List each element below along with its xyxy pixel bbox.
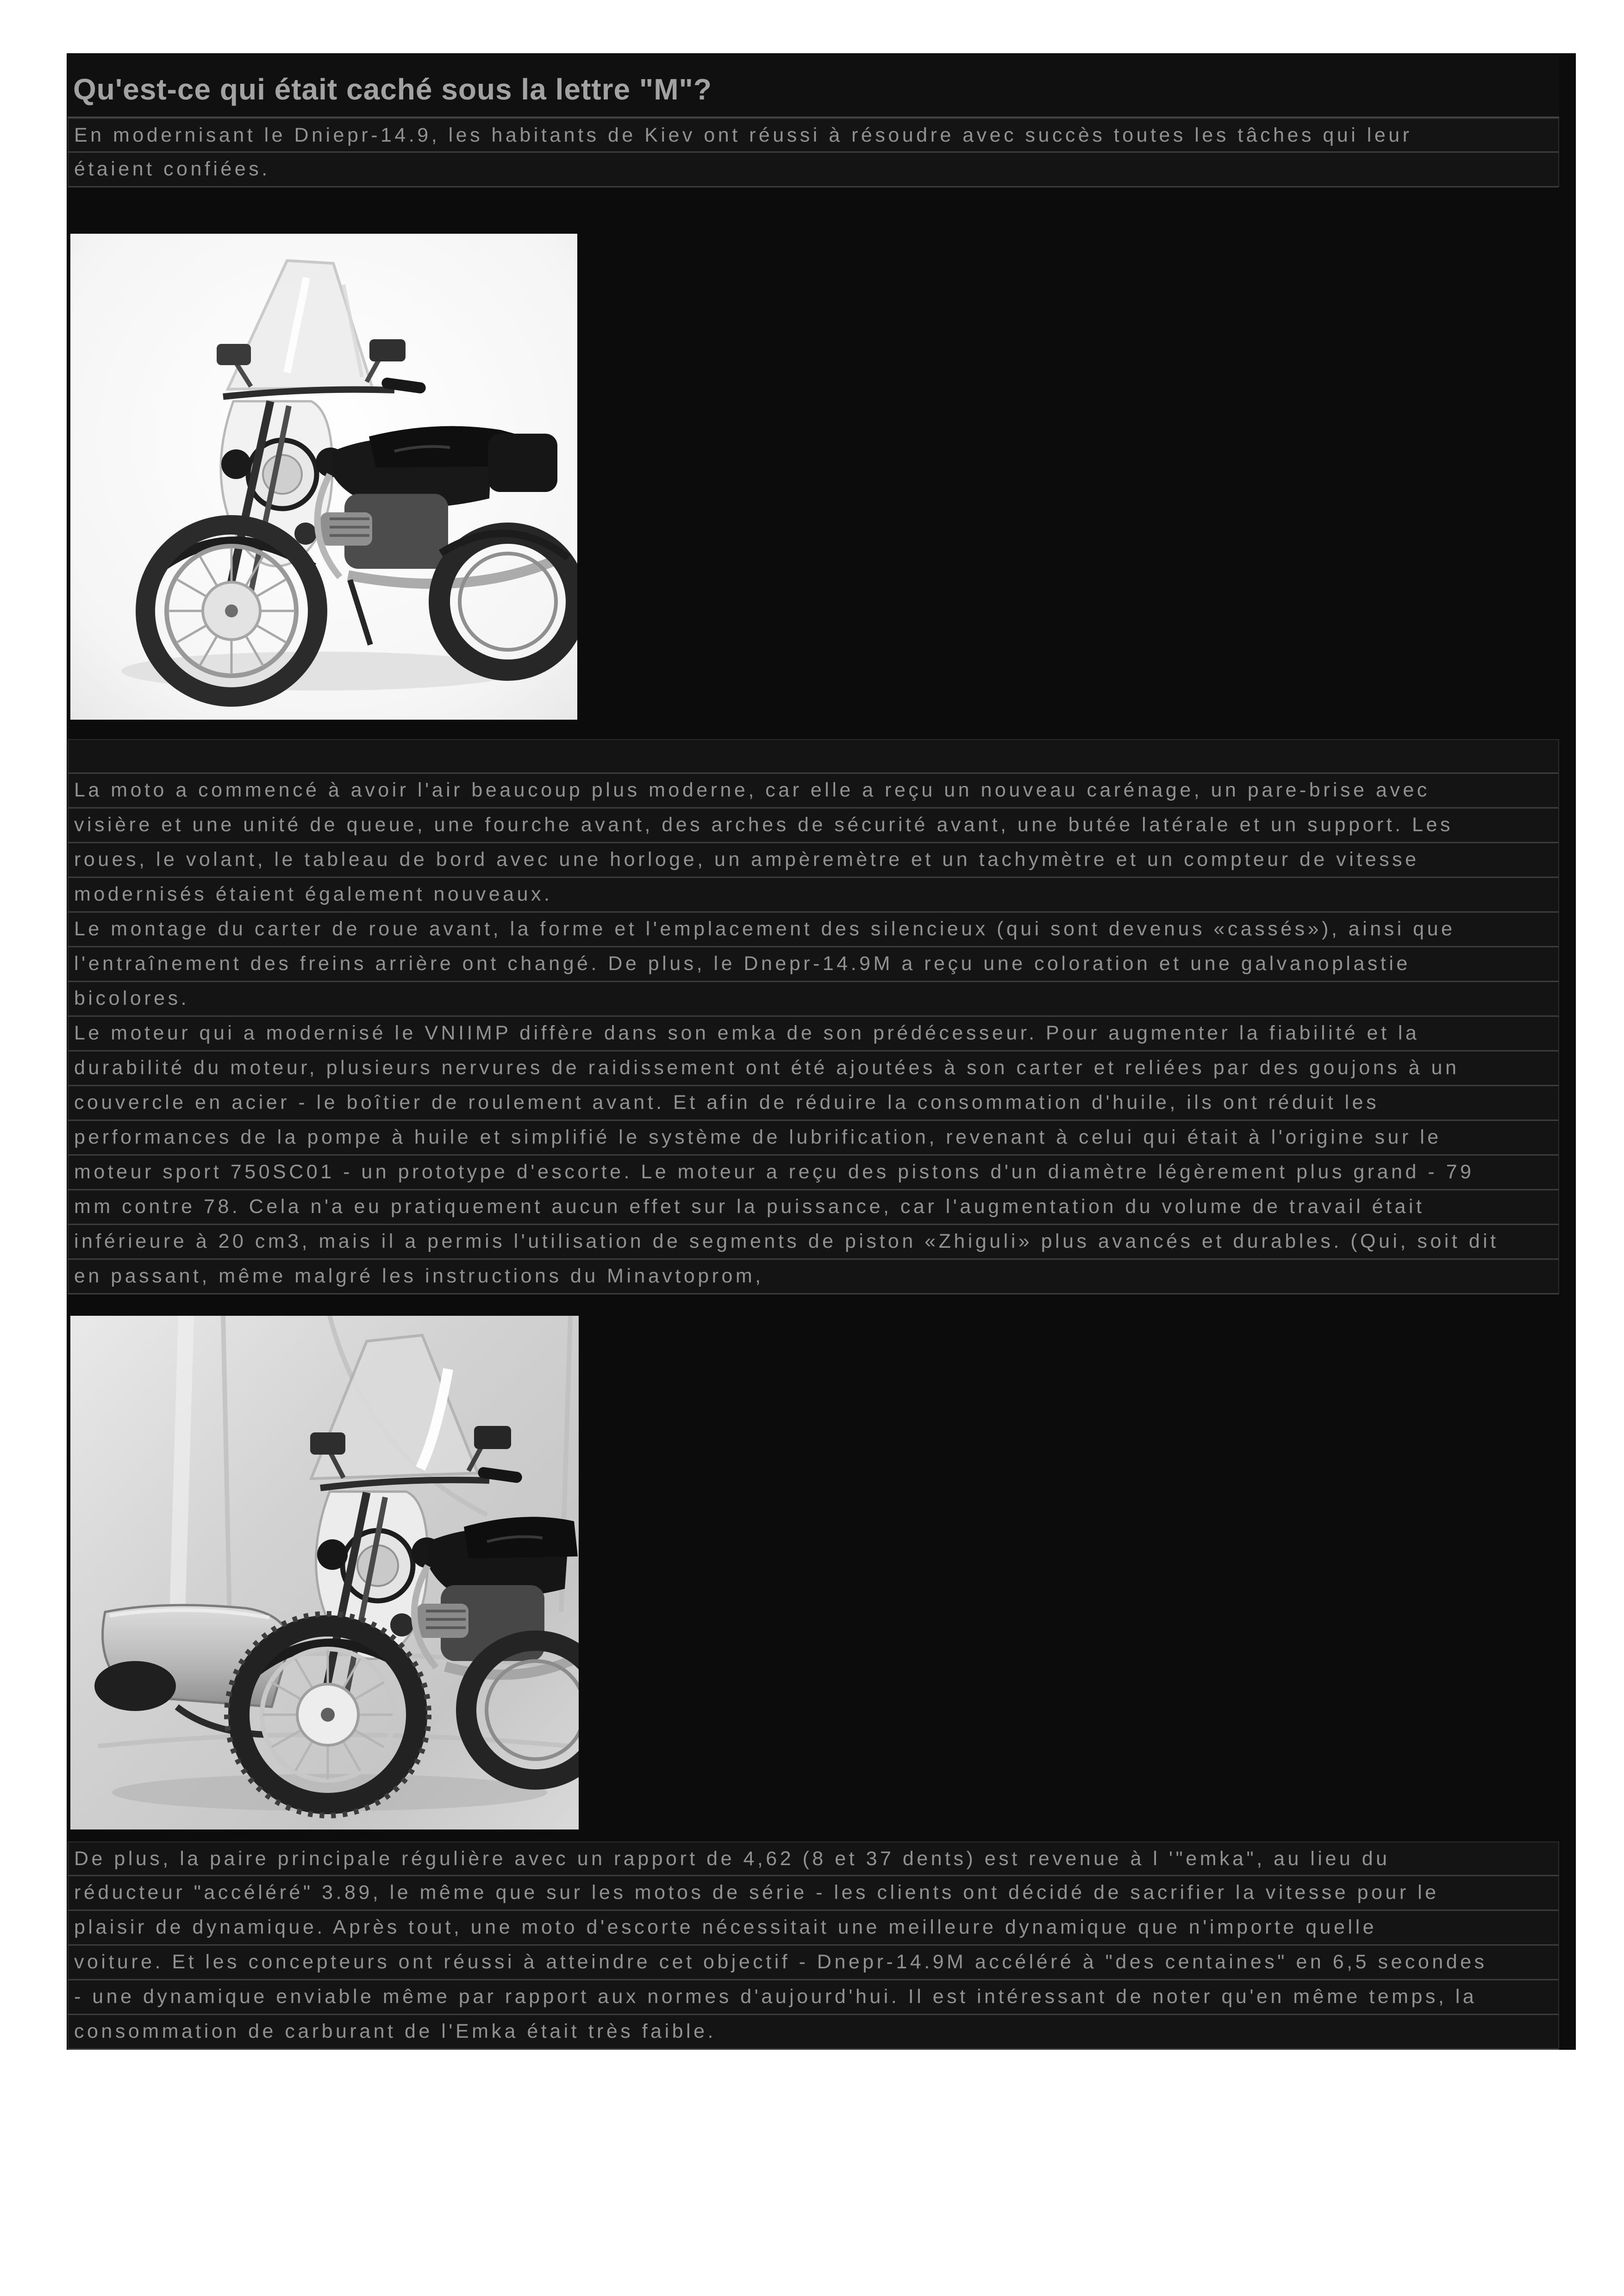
text-line: performances de la pompe à huile et simplifié le système de lubrification, revenant à celui qui était à l'origine sur le bbox=[74, 1126, 1442, 1148]
text-line: en passant, même malgré les instructions du Minavtoprom, bbox=[74, 1265, 764, 1287]
text-line: - une dynamique enviable même par rapport aux normes d'aujourd'hui. Il est intéressant de noter qu'en même temps, la bbox=[74, 1985, 1477, 2008]
text-row bbox=[68, 153, 1559, 187]
text-row bbox=[68, 878, 1559, 913]
text-line: Le montage du carter de roue avant, la forme et l'emplacement des silencieux (qui sont devenus «cassés»), ainsi que bbox=[74, 918, 1455, 940]
text-row bbox=[68, 1086, 1559, 1121]
text-line: l'entraînement des freins arrière ont changé. De plus, le Dnepr-14.9M a reçu une coloration et une galvanoplastie bbox=[74, 952, 1411, 975]
text-line: plaisir de dynamique. Après tout, une moto d'escorte nécessitait une meilleure dynamique que n'importe quelle bbox=[74, 1916, 1377, 1938]
closing-paragraph bbox=[67, 1842, 1576, 2050]
text-line: En modernisant le Dniepr-14.9, les habitants de Kiev ont réussi à résoudre avec succès toutes les tâches qui leur bbox=[74, 124, 1412, 146]
text-row bbox=[68, 118, 1559, 153]
page-title: Qu'est-ce qui était caché sous la lettre "M"? bbox=[68, 55, 1559, 118]
photo-motorcycle-windshield bbox=[70, 234, 577, 720]
text-row bbox=[68, 1980, 1559, 2015]
text-line: couvercle en acier - le boîtier de roulement avant. Et afin de réduire la consommation d'huile, ils ont réduit les bbox=[74, 1091, 1380, 1114]
text-line: inférieure à 20 cm3, mais il a permis l'utilisation de segments de piston «Zhiguli» plus avancés et durables. (Qui, soit dit bbox=[74, 1230, 1499, 1252]
intro-paragraph bbox=[67, 118, 1576, 187]
body-paragraphs bbox=[67, 774, 1576, 1294]
text-line: consommation de carburant de l'Emka était très faible. bbox=[74, 2020, 716, 2042]
text-line: visière et une unité de queue, une fourche avant, des arches de sécurité avant, une butée latérale et un support. Les bbox=[74, 814, 1453, 836]
text-row bbox=[68, 774, 1559, 809]
lower-lamp bbox=[294, 523, 317, 545]
text-line: étaient confiées. bbox=[74, 158, 270, 180]
text-row bbox=[68, 947, 1559, 982]
text-row bbox=[68, 2015, 1559, 2050]
text-row bbox=[68, 1911, 1559, 1946]
text-row bbox=[68, 1946, 1559, 1980]
text-row bbox=[68, 1225, 1559, 1260]
front-wheel bbox=[145, 525, 318, 697]
spotlight-left bbox=[221, 449, 251, 479]
text-row bbox=[68, 1842, 1559, 1876]
text-row bbox=[68, 1017, 1559, 1052]
text-row bbox=[68, 809, 1559, 843]
text-row bbox=[68, 1260, 1559, 1294]
text-line: moteur sport 750SC01 - un prototype d'escorte. Le moteur a reçu des pistons d'un diamètre légèrement plus grand - 79 bbox=[74, 1161, 1474, 1183]
text-line: durabilité du moteur, plusieurs nervures de raidissement ont été ajoutées à son carter et reliées par des goujons à un bbox=[74, 1057, 1460, 1079]
article-panel bbox=[67, 53, 1576, 2050]
empty-row bbox=[68, 739, 1559, 774]
text-line: mm contre 78. Cela n'a eu pratiquement aucun effet sur la puissance, car l'augmentation du volume de travail était bbox=[74, 1195, 1425, 1218]
text-line: modernisés étaient également nouveaux. bbox=[74, 883, 553, 905]
text-row bbox=[68, 982, 1559, 1017]
text-line: De plus, la paire principale régulière avec un rapport de 4,62 (8 et 37 dents) est revenue à l '"emka", au lieu du bbox=[74, 1848, 1390, 1870]
spotlight-left bbox=[317, 1539, 348, 1570]
lower-lamp bbox=[390, 1613, 413, 1636]
text-line: réducteur "accéléré" 3.89, le même que sur les motos de série - les clients ont décidé de sacrifier la vitesse pour le bbox=[74, 1881, 1439, 1904]
text-row bbox=[68, 1190, 1559, 1225]
text-line: La moto a commencé à avoir l'air beaucoup plus moderne, car elle a reçu un nouveau carénage, un pare-brise avec bbox=[74, 779, 1430, 801]
text-line: bicolores. bbox=[74, 987, 190, 1009]
photo-motorcycle-sidecar bbox=[70, 1316, 579, 1829]
text-row bbox=[68, 1156, 1559, 1190]
sidecar-nose bbox=[94, 1661, 176, 1711]
text-row bbox=[68, 843, 1559, 878]
text-row bbox=[68, 1052, 1559, 1086]
text-line: voiture. Et les concepteurs ont réussi à atteindre cet objectif - Dnepr-14.9M accéléré à "des centaines" en 6,5 secondes bbox=[74, 1951, 1487, 1973]
text-row bbox=[68, 1876, 1559, 1911]
text-line: Le moteur qui a modernisé le VNIIMP diffère dans son emka de son prédécesseur. Pour augmenter la fiabilité et la bbox=[74, 1022, 1420, 1044]
text-line: roues, le volant, le tableau de bord avec une horloge, un ampèremètre et un tachymètre et un compteur de vitesse bbox=[74, 848, 1419, 871]
text-row bbox=[68, 1121, 1559, 1156]
cloth-highlight bbox=[177, 1316, 186, 1630]
text-row bbox=[68, 913, 1559, 947]
